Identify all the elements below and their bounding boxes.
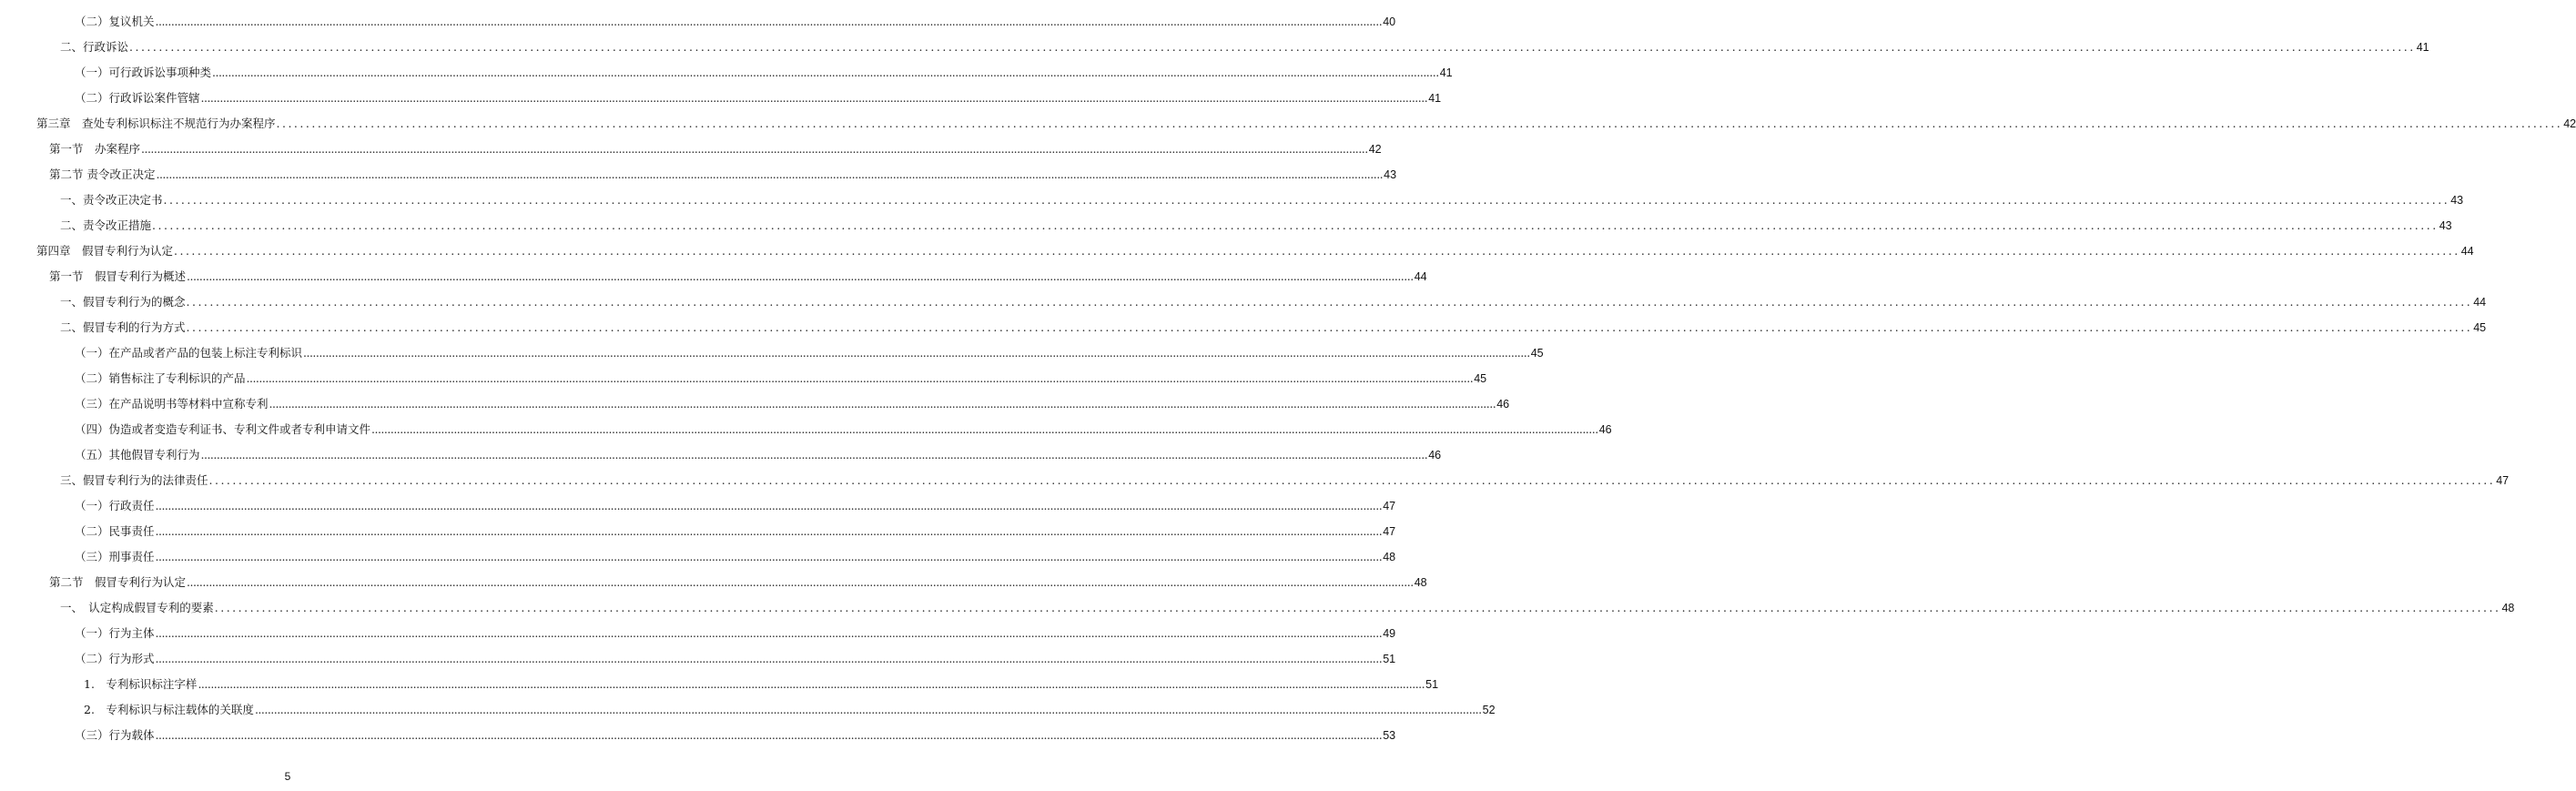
dot-leader: .................................................................................................................................................................................................................................................................................................................................................................................................... [155,499,1383,512]
toc-entry-title: 二、行政诉讼 [60,40,129,54]
toc-entry[interactable] [49,573,1427,592]
toc-entry[interactable] [75,497,1396,515]
toc-entry[interactable] [60,217,2452,235]
toc-entry-title: （二）民事责任 [75,524,155,538]
toc-entry-page: 40 [1383,15,1396,28]
toc-entry-page: 47 [1383,500,1396,512]
dot-leader: .................................................................................................................................................................................................................................................................................................................................................................................................... [155,728,1383,742]
dot-leader: .................................................................................................................................................................................................................................................................................................................................................................................................... [152,218,2439,232]
dot-leader: .................................................................................................................................................................................................................................................................................................................................................................................................... [187,575,1414,589]
toc-entry-title: 第三章 查处专利标识标注不规范行为办案程序 [36,117,276,130]
toc-entry-page: 45 [1474,372,1487,385]
dot-leader: .................................................................................................................................................................................................................................................................................................................................................................................................... [141,142,1368,156]
toc-entry[interactable] [75,624,1396,643]
toc-entry-title: 第一节 办案程序 [49,142,141,156]
dot-leader: .................................................................................................................................................................................................................................................................................................................................................................................................... [371,422,1598,436]
toc-entry-title: 二、假冒专利的行为方式 [60,320,186,334]
toc-entry-title: （一）行为主体 [75,626,155,640]
toc-entry-page: 48 [2501,602,2515,614]
toc-entry[interactable] [60,191,2464,209]
toc-entry[interactable] [36,115,2576,133]
toc-entry-page: 48 [1383,551,1396,563]
toc-entry[interactable] [60,599,2515,617]
dot-leader: .................................................................................................................................................................................................................................................................................................................................................................................................... [200,91,1428,105]
toc-entry-title: 第二节 假冒专利行为认定 [49,575,187,589]
toc-entry-page: 43 [2439,219,2452,232]
dot-leader: .................................................................................................................................................................................................................................................................................................................................................................................................... [155,15,1383,28]
dot-leader: .................................................................................................................................................................................................................................................................................................................................................................................................... [269,397,1496,411]
toc-entry-title: （三）在产品说明书等材料中宣称专利 [75,397,269,411]
dot-leader: .................................................................................................................................................................................................................................................................................................................................................................................................... [155,524,1383,538]
dot-leader: .................................................................................................................................................................................................................................................................................................................................................................................................... [254,703,1482,716]
toc-entry-title: （一）行政责任 [75,499,155,512]
toc-entry[interactable] [75,13,1396,31]
toc-entry-page: 52 [1482,704,1496,716]
dot-leader: .................................................................................................................................................................................................................................................................................................................................................................................................... [156,167,1384,181]
toc-entry[interactable] [75,650,1396,668]
toc-entry[interactable] [75,421,1612,439]
toc-entry[interactable] [60,319,2487,337]
toc-entry-page: 47 [1383,525,1396,538]
toc-entry-title: 1. 专利标识标注字样 [84,677,198,691]
toc-entry-page: 44 [1414,270,1427,283]
toc-entry-title: 二、责令改正措施 [60,218,152,232]
toc-entry-page: 43 [2450,194,2464,207]
toc-entry-page: 42 [1368,143,1382,156]
toc-entry[interactable] [49,166,1397,184]
toc-entry-title: 第二节 责令改正决定 [49,167,156,181]
toc-entry[interactable] [75,522,1396,541]
toc-entry-page: 47 [2496,474,2510,487]
toc-entry-title: 一、假冒专利行为的概念 [60,295,186,309]
dot-leader: .................................................................................................................................................................................................................................................................................................................................................................................................... [129,40,2416,54]
toc-entry-title: （一）可行政诉讼事项种类 [75,66,212,79]
toc-entry-page: 41 [1439,66,1453,79]
dot-leader: .................................................................................................................................................................................................................................................................................................................................................................................................... [187,269,1414,283]
page-number: 5 [284,770,291,783]
dot-leader: .................................................................................................................................................................................................................................................................................................................................................................................................... [155,550,1383,563]
toc-entry-page: 46 [1496,398,1510,411]
toc-entry-page: 45 [1530,347,1544,360]
toc-entry[interactable] [75,395,1510,413]
toc-entry[interactable] [75,726,1396,745]
toc-entry-page: 41 [2416,41,2429,54]
toc-entry[interactable] [84,701,1496,719]
dot-leader: .................................................................................................................................................................................................................................................................................................................................................................................................... [246,371,1474,385]
toc-entry-title: （二）复议机关 [75,15,155,28]
toc-entry[interactable] [75,548,1396,566]
toc-entry-page: 42 [2563,117,2576,130]
toc-entry[interactable] [60,293,2487,311]
toc-entry-page: 51 [1383,653,1396,665]
toc-entry[interactable] [75,370,1487,388]
dot-leader: .................................................................................................................................................................................................................................................................................................................................................................................................... [198,677,1425,691]
toc-entry-title: 三、假冒专利行为的法律责任 [60,473,208,487]
toc-entry[interactable] [60,38,2429,56]
toc-entry[interactable] [75,344,1544,362]
toc-entry-page: 45 [2473,321,2487,334]
toc-entry-page: 41 [1428,92,1442,105]
dot-leader: .................................................................................................................................................................................................................................................................................................................................................................................................... [155,626,1383,640]
toc-entry-title: 第一节 假冒专利行为概述 [49,269,187,283]
toc-entry-title: （四）伪造或者变造专利证书、专利文件或者专利申请文件 [75,422,371,436]
dot-leader: .................................................................................................................................................................................................................................................................................................................................................................................................... [186,295,2473,309]
toc-entry-title: 第四章 假冒专利行为认定 [36,244,174,258]
toc-entry-title: 一、责令改正决定书 [60,193,163,207]
toc-entry-title: （三）行为载体 [75,728,155,742]
toc-entry[interactable] [75,446,1442,464]
toc-entry-page: 43 [1384,168,1397,181]
dot-leader: .................................................................................................................................................................................................................................................................................................................................................................................................... [186,320,2473,334]
toc-entry-page: 46 [1428,449,1442,461]
toc-entry-title: （一）在产品或者产品的包装上标注专利标识 [75,346,303,360]
toc-entry-page: 51 [1425,678,1439,691]
dot-leader: .................................................................................................................................................................................................................................................................................................................................................................................................... [174,244,2460,258]
dot-leader: .................................................................................................................................................................................................................................................................................................................................................................................................... [163,193,2450,207]
dot-leader: .................................................................................................................................................................................................................................................................................................................................................................................................... [276,117,2563,130]
toc-entry-title: （三）刑事责任 [75,550,155,563]
toc-entry-page: 53 [1383,729,1396,742]
toc-entry-title: 2. 专利标识与标注载体的关联度 [84,703,254,716]
toc-entry-title: （二）销售标注了专利标识的产品 [75,371,246,385]
toc-entry-title: 一、 认定构成假冒专利的要素 [60,601,214,614]
dot-leader: .................................................................................................................................................................................................................................................................................................................................................................................................... [200,448,1428,461]
toc-entry[interactable] [75,64,1453,82]
toc-entry[interactable] [60,472,2510,490]
toc-entry-page: 44 [2460,245,2474,258]
toc-entry[interactable] [84,675,1439,694]
toc-entry-title: （二）行政诉讼案件管辖 [75,91,200,105]
toc-entry[interactable] [49,140,1382,158]
toc-entry[interactable] [36,242,2474,260]
toc-entry-title: （五）其他假冒专利行为 [75,448,200,461]
dot-leader: .................................................................................................................................................................................................................................................................................................................................................................................................... [303,346,1530,360]
toc-entry-page: 46 [1598,423,1612,436]
toc-entry[interactable] [75,89,1442,107]
dot-leader: .................................................................................................................................................................................................................................................................................................................................................................................................... [155,652,1383,665]
toc-entry[interactable] [49,268,1427,286]
toc-entry-page: 49 [1383,627,1396,640]
dot-leader: .................................................................................................................................................................................................................................................................................................................................................................................................... [212,66,1439,79]
toc-entry-page: 48 [1414,576,1427,589]
dot-leader: .................................................................................................................................................................................................................................................................................................................................................................................................... [214,601,2501,614]
dot-leader: .................................................................................................................................................................................................................................................................................................................................................................................................... [208,473,2496,487]
toc-entry-title: （二）行为形式 [75,652,155,665]
toc-entry-page: 44 [2473,296,2487,309]
